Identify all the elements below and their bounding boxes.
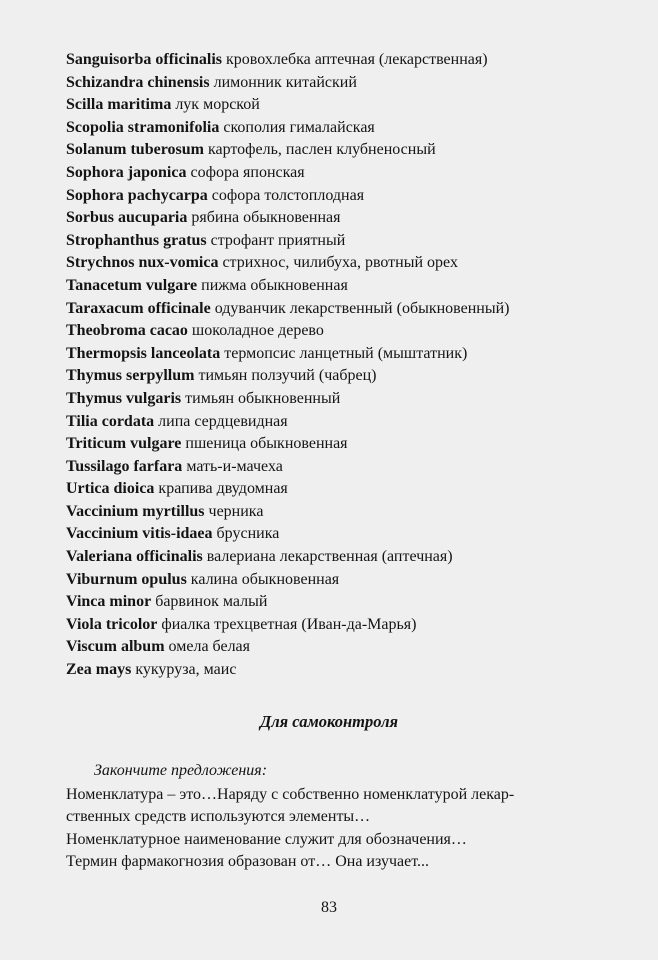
term-row bbox=[66, 49, 626, 72]
latin-name: Viburnum opulus bbox=[66, 570, 187, 588]
term-row bbox=[66, 298, 626, 321]
latin-name: Thymus vulgaris bbox=[66, 389, 182, 407]
russian-name: липа сердцевидная bbox=[158, 412, 288, 430]
latin-name: Viola tricolor bbox=[66, 615, 158, 633]
russian-name: стрихнос, чилибуха, рвотный орех bbox=[222, 254, 458, 272]
term-row bbox=[66, 117, 626, 140]
term-row bbox=[66, 546, 626, 569]
term-row bbox=[66, 501, 626, 524]
latin-name: Solanum tuberosum bbox=[66, 141, 204, 159]
question-line: Термин фармакогнозия образован от… Она изучает... bbox=[66, 852, 430, 870]
task-instruction: Закончите предложения: bbox=[94, 762, 268, 779]
russian-name: рябина обыкновенная bbox=[191, 209, 341, 227]
latin-name: Zea mays bbox=[66, 661, 132, 679]
russian-name: валериана лекарственная (аптечная) bbox=[206, 548, 453, 566]
russian-name: омела белая bbox=[168, 638, 251, 656]
russian-name: пижма обыкновенная bbox=[201, 276, 348, 294]
latin-name: Theobroma cacao bbox=[66, 322, 188, 340]
term-row bbox=[66, 185, 626, 208]
russian-name: фиалка трехцветная (Иван-да-Марья) bbox=[161, 615, 417, 633]
russian-name: мать-и-мачеха bbox=[186, 457, 283, 475]
latin-name: Vaccinium myrtillus bbox=[66, 502, 205, 520]
question-line: ственных средств используются элементы… bbox=[66, 808, 371, 826]
term-row bbox=[66, 320, 626, 343]
term-row bbox=[66, 659, 626, 682]
term-row bbox=[66, 343, 626, 366]
question-list bbox=[66, 784, 606, 873]
term-row bbox=[66, 388, 626, 411]
latin-name: Strychnos nux-vomica bbox=[66, 254, 219, 272]
russian-name: крапива двудомная bbox=[158, 480, 288, 498]
latin-name: Viscum album bbox=[66, 638, 165, 656]
latin-name: Tussilago farfara bbox=[66, 457, 183, 475]
term-row bbox=[66, 433, 626, 456]
latin-name: Taraxacum officinale bbox=[66, 299, 211, 317]
term-row bbox=[66, 365, 626, 388]
russian-name: софора японская bbox=[190, 163, 305, 181]
term-row bbox=[66, 591, 626, 614]
term-row bbox=[66, 411, 626, 434]
russian-name: калина обыкновенная bbox=[190, 570, 340, 588]
term-row bbox=[66, 614, 626, 637]
term-row bbox=[66, 275, 626, 298]
term-row bbox=[66, 523, 626, 546]
latin-name: Scilla maritima bbox=[66, 96, 172, 114]
latin-name: Urtica dioica bbox=[66, 480, 155, 498]
term-row bbox=[66, 72, 626, 95]
latin-name: Tanacetum vulgare bbox=[66, 276, 198, 294]
term-row bbox=[66, 207, 626, 230]
latin-name: Valeriana officinalis bbox=[66, 548, 203, 566]
term-row bbox=[66, 478, 626, 501]
page-number: 83 bbox=[321, 899, 337, 916]
russian-name: лимонник китайский bbox=[213, 73, 357, 91]
term-row bbox=[66, 139, 626, 162]
russian-name: кровохлебка аптечная (лекарственная) bbox=[226, 51, 488, 68]
latin-name: Sophora pachycarpa bbox=[66, 186, 208, 204]
term-list bbox=[66, 49, 626, 682]
russian-name: пшеница обыкновенная bbox=[185, 435, 348, 453]
term-row bbox=[66, 252, 626, 275]
latin-name: Thymus serpyllum bbox=[66, 367, 195, 385]
term-row bbox=[66, 636, 626, 659]
latin-name: Thermopsis lanceolata bbox=[66, 344, 221, 362]
russian-name: тимьян обыкновенный bbox=[185, 389, 341, 407]
latin-name: Tilia cordata bbox=[66, 412, 155, 430]
russian-name: термопсис ланцетный (мыштатник) bbox=[224, 344, 468, 362]
latin-name: Schizandra chinensis bbox=[66, 73, 210, 91]
latin-name: Vaccinium vitis-idaea bbox=[66, 525, 213, 543]
latin-name: Vinca minor bbox=[66, 593, 152, 611]
latin-name: Sanguisorba officinalis bbox=[66, 51, 223, 68]
latin-name: Sophora japonica bbox=[66, 163, 187, 181]
russian-name: брусника bbox=[216, 525, 280, 543]
russian-name: барвинок малый bbox=[155, 593, 268, 611]
term-row bbox=[66, 230, 626, 253]
term-row bbox=[66, 456, 626, 479]
russian-name: одуванчик лекарственный (обыкновенный) bbox=[214, 299, 510, 317]
russian-name: строфант приятный bbox=[210, 231, 346, 249]
section-title: Для самоконтроля bbox=[259, 712, 399, 731]
russian-name: скополия гималайская bbox=[223, 118, 375, 136]
russian-name: шоколадное дерево bbox=[191, 322, 324, 340]
term-row bbox=[66, 569, 626, 592]
latin-name: Scopolia stramonifolia bbox=[66, 118, 220, 136]
latin-name: Sorbus aucuparia bbox=[66, 209, 188, 227]
russian-name: черника bbox=[208, 502, 264, 520]
latin-name: Strophanthus gratus bbox=[66, 231, 207, 249]
russian-name: лук морской bbox=[175, 96, 260, 114]
question-line: Номенклатурное наименование служит для обозначения… bbox=[66, 830, 467, 848]
russian-name: кукуруза, маис bbox=[135, 661, 237, 679]
term-row bbox=[66, 162, 626, 185]
question-line: Номенклатура – это…Наряду с собственно номенклатурой лекар- bbox=[66, 786, 515, 803]
latin-name: Triticum vulgare bbox=[66, 435, 182, 453]
term-row bbox=[66, 94, 626, 117]
russian-name: картофель, паслен клубненосный bbox=[207, 141, 436, 159]
russian-name: тимьян ползучий (чабрец) bbox=[198, 367, 377, 385]
russian-name: софора толстоплодная bbox=[211, 186, 365, 204]
